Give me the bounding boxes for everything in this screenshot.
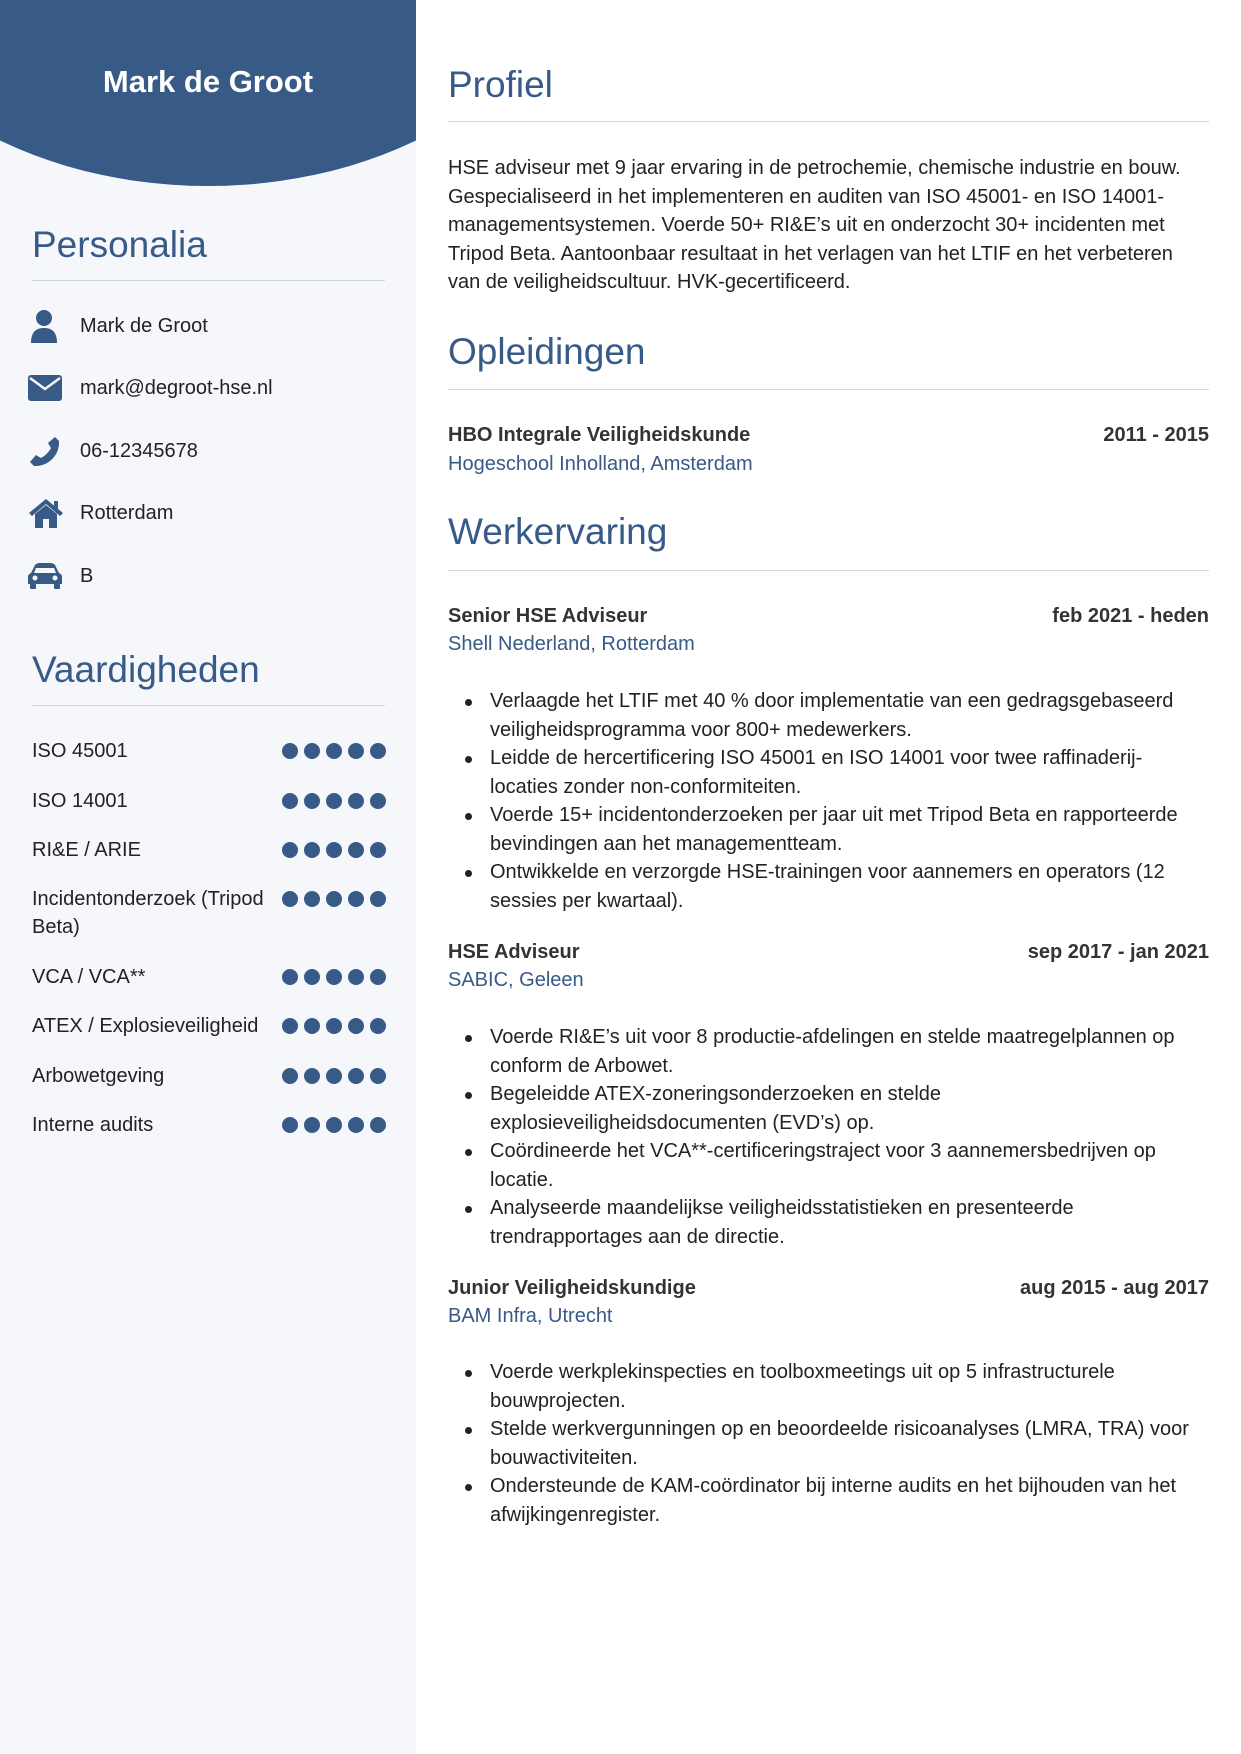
rating-dot-filled bbox=[348, 1117, 364, 1133]
skill-name: Incidentonderzoek (Tripod Beta) bbox=[32, 888, 264, 938]
person-icon bbox=[28, 308, 66, 344]
job-dates: sep 2017 - jan 2021 bbox=[1027, 941, 1209, 963]
rating-dot-filled bbox=[348, 969, 364, 985]
job-bullets bbox=[448, 1023, 1209, 1251]
personalia-divider bbox=[32, 280, 385, 281]
job-title: Junior Veiligheidskundige bbox=[448, 1277, 696, 1299]
rating-dot-filled bbox=[370, 743, 386, 759]
rating-dot-filled bbox=[348, 1068, 364, 1084]
rating-dot-filled bbox=[326, 969, 342, 985]
job-header bbox=[448, 1277, 1209, 1305]
rating-dot-filled bbox=[282, 969, 298, 985]
contact-location-text: Rotterdam bbox=[80, 501, 174, 524]
skills-title: Vaardigheden bbox=[32, 649, 260, 690]
rating-dot-filled bbox=[304, 743, 320, 759]
skill-rating bbox=[282, 1117, 386, 1133]
job-title: Senior HSE Adviseur bbox=[448, 605, 648, 627]
skill-rating bbox=[282, 842, 386, 858]
list-item: Voerde RI&E’s uit voor 8 productie-afdelingen en stelde maatregelplannen op conform de Arbowet. bbox=[448, 1023, 1209, 1080]
list-item: Coördineerde het VCA**-certificeringstraject voor 3 aannemersbedrijven op locatie. bbox=[448, 1137, 1209, 1194]
rating-dot-filled bbox=[282, 793, 298, 809]
skill-rating bbox=[282, 1018, 386, 1034]
rating-dot-filled bbox=[348, 793, 364, 809]
list-item: Ondersteunde de KAM-coördinator bij interne audits en het bijhouden van het afwijkingenregister. bbox=[448, 1472, 1209, 1529]
education-divider bbox=[448, 389, 1209, 390]
phone-icon bbox=[28, 433, 66, 469]
contact-email[interactable] bbox=[28, 370, 273, 406]
rating-dot-filled bbox=[370, 1068, 386, 1084]
rating-dot-filled bbox=[304, 793, 320, 809]
rating-dot-filled bbox=[326, 1117, 342, 1133]
rating-dot-filled bbox=[326, 891, 342, 907]
rating-dot-filled bbox=[304, 1068, 320, 1084]
contact-license bbox=[28, 558, 93, 594]
rating-dot-filled bbox=[304, 842, 320, 858]
profile-summary: HSE adviseur met 9 jaar ervaring in de petrochemie, chemische industrie en bouw. Gespecialiseerd in het implementeren en auditen van ISO 45001- en ISO 14001-managementsystemen. Voerde 50+ RI&E’s uit en onderzocht 30+ incidenten met Tripod Beta. Aantoonbaar resultaat in het verlagen van het LTIF en het verbeteren van de veiligheidscultuur. HVK-gecertificeerd. bbox=[448, 157, 1181, 293]
home-icon bbox=[28, 495, 66, 531]
job-header bbox=[448, 605, 1209, 633]
job-dates: aug 2015 - aug 2017 bbox=[1020, 1277, 1209, 1299]
skill-name: Arbowetgeving bbox=[32, 1065, 165, 1087]
rating-dot-filled bbox=[304, 1018, 320, 1034]
job-title: HSE Adviseur bbox=[448, 941, 580, 963]
skill-name: VCA / VCA** bbox=[32, 966, 146, 988]
contact-name-text: Mark de Groot bbox=[80, 314, 208, 337]
list-item: Begeleidde ATEX-zoneringsonderzoeken en stelde explosieveiligheidsdocumenten (EVD’s) op. bbox=[448, 1080, 1209, 1137]
education-entry-header bbox=[448, 424, 1209, 452]
rating-dot-filled bbox=[282, 891, 298, 907]
rating-dot-filled bbox=[304, 891, 320, 907]
rating-dot-filled bbox=[348, 743, 364, 759]
job-employer: BAM Infra, Utrecht bbox=[448, 1305, 613, 1327]
rating-dot-filled bbox=[326, 1068, 342, 1084]
list-item: Analyseerde maandelijkse veiligheidsstatistieken en presenteerde trendrapportages aan de directie. bbox=[448, 1194, 1209, 1251]
sidebar bbox=[0, 0, 416, 1754]
rating-dot-filled bbox=[326, 793, 342, 809]
education-title: Opleidingen bbox=[448, 331, 646, 372]
education-degree: HBO Integrale Veiligheidskunde bbox=[448, 424, 751, 446]
candidate-name: Mark de Groot bbox=[102, 64, 314, 99]
list-item: Voerde werkplekinspecties en toolboxmeetings uit op 5 infrastructurele bouwprojecten. bbox=[448, 1358, 1209, 1415]
rating-dot-filled bbox=[282, 1068, 298, 1084]
education-institution: Hogeschool Inholland, Amsterdam bbox=[448, 453, 753, 475]
profile-title: Profiel bbox=[448, 64, 553, 105]
rating-dot-filled bbox=[326, 842, 342, 858]
list-item: Voerde 15+ incidentonderzoeken per jaar uit met Tripod Beta en rapporteerde bevindingen aan het managementteam. bbox=[448, 801, 1209, 858]
rating-dot-filled bbox=[304, 1117, 320, 1133]
list-item: Leidde de hercertificering ISO 45001 en ISO 14001 voor twee raffinaderij-locaties zonder non-conformiteiten. bbox=[448, 744, 1209, 801]
skill-name: Interne audits bbox=[32, 1114, 154, 1136]
rating-dot-filled bbox=[370, 891, 386, 907]
job-employer: Shell Nederland, Rotterdam bbox=[448, 633, 695, 655]
rating-dot-filled bbox=[370, 842, 386, 858]
list-item: Verlaagde het LTIF met 40 % door implementatie van een gedragsgebaseerd veiligheidsprogramma voor 800+ medewerkers. bbox=[448, 687, 1209, 744]
list-item: Ontwikkelde en verzorgde HSE-trainingen voor aannemers en operators (12 sessies per kwartaal). bbox=[448, 858, 1209, 915]
skill-name: RI&E / ARIE bbox=[32, 839, 141, 861]
contact-name bbox=[28, 308, 208, 344]
education-dates: 2011 - 2015 bbox=[1103, 424, 1209, 446]
job-employer: SABIC, Geleen bbox=[448, 969, 584, 991]
rating-dot-filled bbox=[348, 842, 364, 858]
car-icon bbox=[28, 558, 66, 594]
rating-dot-filled bbox=[282, 743, 298, 759]
rating-dot-filled bbox=[348, 891, 364, 907]
rating-dot-filled bbox=[304, 969, 320, 985]
job-bullets bbox=[448, 687, 1209, 915]
contact-location bbox=[28, 495, 173, 531]
contact-phone[interactable] bbox=[28, 433, 198, 469]
skill-name: ISO 14001 bbox=[32, 790, 128, 812]
envelope-icon bbox=[28, 370, 66, 406]
contact-email-text[interactable]: mark@degroot-hse.nl bbox=[80, 376, 273, 399]
rating-dot-filled bbox=[348, 1018, 364, 1034]
skill-rating bbox=[282, 743, 386, 759]
skill-rating bbox=[282, 793, 386, 809]
rating-dot-filled bbox=[370, 969, 386, 985]
job-header bbox=[448, 941, 1209, 969]
skills-divider bbox=[32, 705, 385, 706]
contact-license-text: B bbox=[80, 564, 94, 587]
skill-rating bbox=[282, 891, 386, 907]
rating-dot-filled bbox=[370, 1117, 386, 1133]
rating-dot-filled bbox=[370, 1018, 386, 1034]
skill-name: ATEX / Explosieveiligheid bbox=[32, 1015, 259, 1037]
job-dates: feb 2021 - heden bbox=[1052, 605, 1209, 627]
job-bullets bbox=[448, 1358, 1209, 1529]
contact-phone-text[interactable]: 06-12345678 bbox=[80, 439, 198, 462]
rating-dot-filled bbox=[282, 1117, 298, 1133]
skill-rating bbox=[282, 1068, 386, 1084]
skill-rating bbox=[282, 969, 386, 985]
rating-dot-filled bbox=[370, 793, 386, 809]
list-item: Stelde werkvergunningen op en beoordeelde risicoanalyses (LMRA, TRA) voor bouwactiviteiten. bbox=[448, 1415, 1209, 1472]
experience-title: Werkervaring bbox=[448, 511, 668, 552]
experience-divider bbox=[448, 570, 1209, 571]
rating-dot-filled bbox=[326, 743, 342, 759]
profile-divider bbox=[448, 121, 1209, 122]
rating-dot-filled bbox=[282, 1018, 298, 1034]
rating-dot-filled bbox=[326, 1018, 342, 1034]
personalia-title: Personalia bbox=[32, 224, 207, 265]
rating-dot-filled bbox=[282, 842, 298, 858]
skill-name: ISO 45001 bbox=[32, 740, 128, 762]
